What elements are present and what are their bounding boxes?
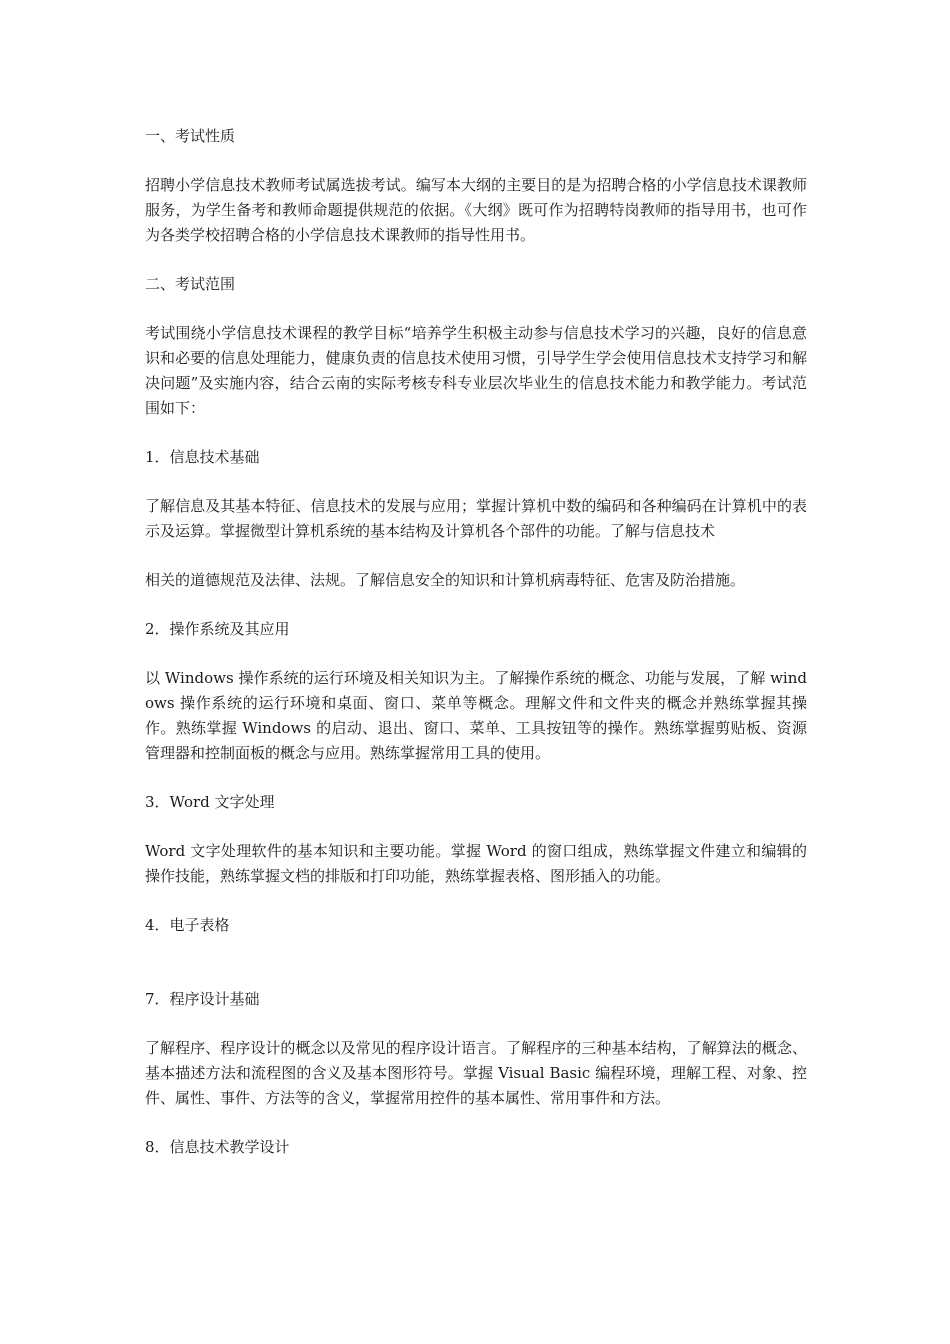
section-body-scope: 考试围绕小学信息技术课程的教学目标“培养学生积极主动参与信息技术学习的兴趣，良好的信息意识和必要的信息处理能力，健康负责的信息技术使用习惯，引导学生学会使用信息技术支持学习和解决问题”及实施内容，结合云南的实际考核专科专业层次毕业生的信息技术能力和教学能力。考试范围如下： [145,324,807,417]
item-heading-word: 3．Word 文字处理 [145,793,275,811]
document-page [145,124,807,1160]
section-heading-scope: 二、考试范围 [145,275,236,293]
item-body-programming: 了解程序、程序设计的概念以及常见的程序设计语言。了解程序的三种基本结构，了解算法的概念、基本描述方法和流程图的含义及基本图形符号。掌握 Visual Basic 编程环境，理解工程、对象、控件、属性、事件、方法等的含义，掌握常用控件的基本属性、常用事件和方法。 [145,1039,807,1107]
item-heading-os: 2．操作系统及其应用 [145,620,290,638]
item-body-it-basics-b: 相关的道德规范及法律、法规。了解信息安全的知识和计算机病毒特征、危害及防治措施。 [145,571,746,589]
item-body-it-basics-a: 了解信息及其基本特征、信息技术的发展与应用；掌握计算机中数的编码和各种编码在计算机中的表示及运算。掌握微型计算机系统的基本结构及计算机各个部件的功能。了解与信息技术 [145,497,807,540]
item-heading-it-basics: 1．信息技术基础 [145,448,260,466]
item-body-os: 以 Windows 操作系统的运行环境及相关知识为主。了解操作系统的概念、功能与发展，了解 windows 操作系统的运行环境和桌面、窗口、菜单等概念。理解文件和文件夹的概念并熟练掌握其操作。熟练掌握 Windows 的启动、退出、窗口、菜单、工具按钮等的操作。熟练掌握剪贴板、资源管理器和控制面板的概念与应用。熟练掌握常用工具的使用。 [145,669,807,762]
section-heading-nature: 一、考试性质 [145,127,236,145]
item-heading-spreadsheet: 4．电子表格 [145,916,230,934]
item-body-word: Word 文字处理软件的基本知识和主要功能。掌握 Word 的窗口组成，熟练掌握文件建立和编辑的操作技能，熟练掌握文档的排版和打印功能，熟练掌握表格、图形插入的功能。 [145,842,807,885]
item-heading-teaching-design: 8．信息技术教学设计 [145,1138,290,1156]
item-heading-programming: 7．程序设计基础 [145,990,260,1008]
section-body-nature: 招聘小学信息技术教师考试属选拔考试。编写本大纲的主要目的是为招聘合格的小学信息技术课教师服务，为学生备考和教师命题提供规范的依据。《大纲》既可作为招聘特岗教师的指导用书，也可作为各类学校招聘合格的小学信息技术课教师的指导性用书。 [145,176,807,244]
